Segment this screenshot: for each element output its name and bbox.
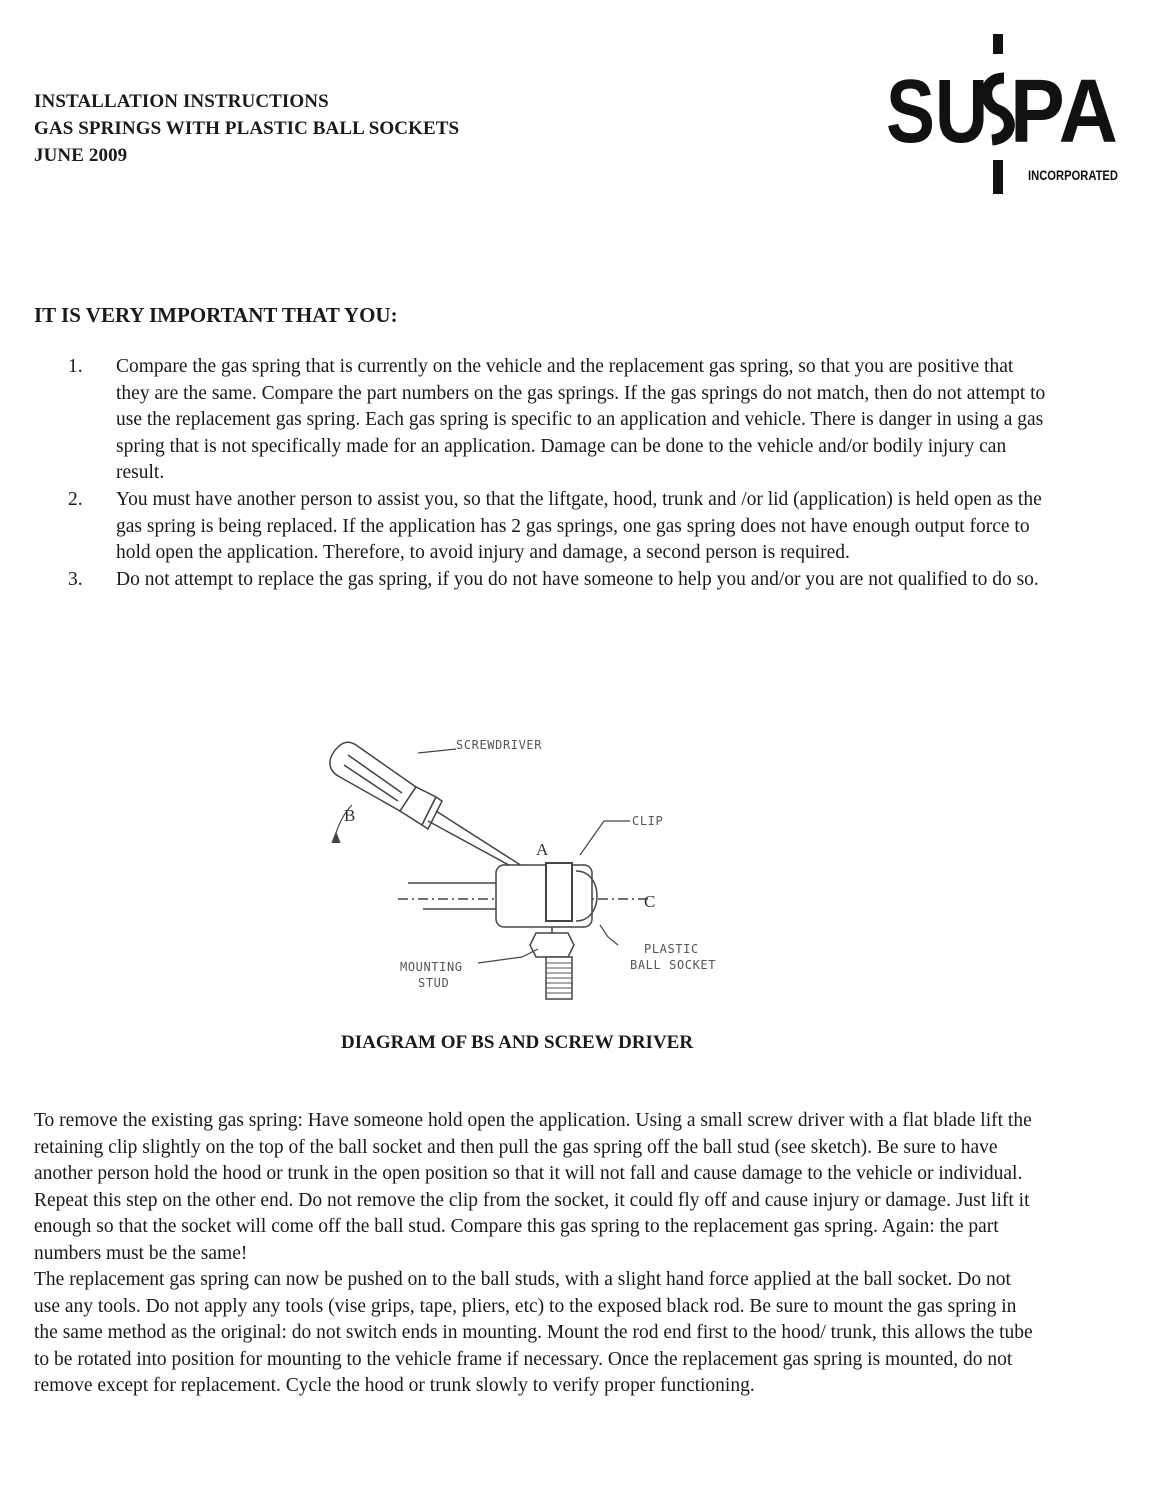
screwdriver-shape xyxy=(330,742,522,870)
list-item xyxy=(68,354,1048,487)
list-item xyxy=(68,567,1048,594)
logo-text-right: PA xyxy=(1010,62,1118,162)
point-c-label: C xyxy=(644,892,656,911)
mounting-stud-label-1: MOUNTING xyxy=(400,960,463,974)
point-a-label: A xyxy=(536,840,549,859)
header-title: INSTALLATION INSTRUCTIONS xyxy=(34,91,329,112)
document-header xyxy=(34,88,459,169)
logo-text-left: SU xyxy=(886,62,988,162)
list-item xyxy=(68,487,1048,567)
screwdriver-label: SCREWDRIVER xyxy=(456,738,543,752)
diagram-caption: DIAGRAM OF BS AND SCREW DRIVER xyxy=(341,1032,694,1053)
point-b-label: B xyxy=(344,806,356,825)
header-date: JUNE 2009 xyxy=(34,145,128,166)
clip-shape xyxy=(546,863,572,921)
removal-paragraph: To remove the existing gas spring: Have someone hold open the application. Using a small screw driver with a flat blade lift the retaining clip slightly on the top of the ball socket and then pull the gas spring off the ball stud (see sketch). Be sure to have another person hold the hood or trunk in the open position so that it will not fall and cause damage to the vehicle or individual. Repeat this step on the other end. Do not remove the clip from the socket, it could fly off and cause injury or damage. Just lift it enough so that the socket will come off the ball stud. Compare this gas spring to the replacement gas spring. Again: the part numbers must be the same! xyxy=(34,1110,1032,1264)
instruction-steps xyxy=(68,354,1048,593)
stud-nut-shape xyxy=(530,933,574,957)
step-text: Do not attempt to replace the gas spring, if you do not have someone to help you and/or you are not qualified to do so. xyxy=(116,568,1039,590)
plastic-ball-socket-label-1: PLASTIC xyxy=(644,942,699,956)
suspa-logo xyxy=(886,34,1120,194)
step-text: You must have another person to assist you, so that the liftgate, hood, trunk and /or lid (application) is held open as the gas spring is being replaced. If the application has 2 gas springs, one gas spring does not have enough output force to hold open the application. Therefore, to avoid injury and damage, a second person is required. xyxy=(116,488,1042,564)
step-number: 3. xyxy=(68,568,83,590)
plastic-ball-socket-label-2: BALL SOCKET xyxy=(630,958,717,972)
clip-label: CLIP xyxy=(632,814,664,828)
step-number: 2. xyxy=(68,488,83,510)
step-text: Compare the gas spring that is currently on the vehicle and the replacement gas spring, so that you are positive that they are the same. Compare the part numbers on the gas springs. If the gas springs do not match, then do not attempt to use the replacement gas spring. Each gas spring is specific to an application and vehicle. There is danger in using a gas spring that is not specifically made for an application. Damage can be done to the vehicle and/or bodily injury can result. xyxy=(116,356,1046,484)
important-heading: IT IS VERY IMPORTANT THAT YOU: xyxy=(34,303,398,327)
ball-socket-shape xyxy=(496,865,592,927)
header-subtitle: GAS SPRINGS WITH PLASTIC BALL SOCKETS xyxy=(34,118,460,139)
removal-instructions xyxy=(34,1108,1034,1400)
ball-socket-diagram xyxy=(318,725,738,1010)
step-number: 1. xyxy=(68,356,83,377)
mounting-stud-label-2: STUD xyxy=(418,976,450,990)
replacement-paragraph: The replacement gas spring can now be pushed on to the ball studs, with a slight hand force applied at the ball socket. Do not use any tools. Do not apply any tools (vise grips, tape, pliers, etc) to the exposed black rod. Be sure to mount the gas spring in the same method as the original: do not switch ends in mounting. Mount the rod end first to the hood/ trunk, this allows the tube to be rotated into position for mounting to the vehicle frame if necessary. Once the replacement gas spring is mounted, do not remove except for replacement. Cycle the hood or trunk slowly to verify proper functioning. xyxy=(34,1269,1033,1396)
logo-subtitle: INCORPORATED xyxy=(1028,167,1118,183)
